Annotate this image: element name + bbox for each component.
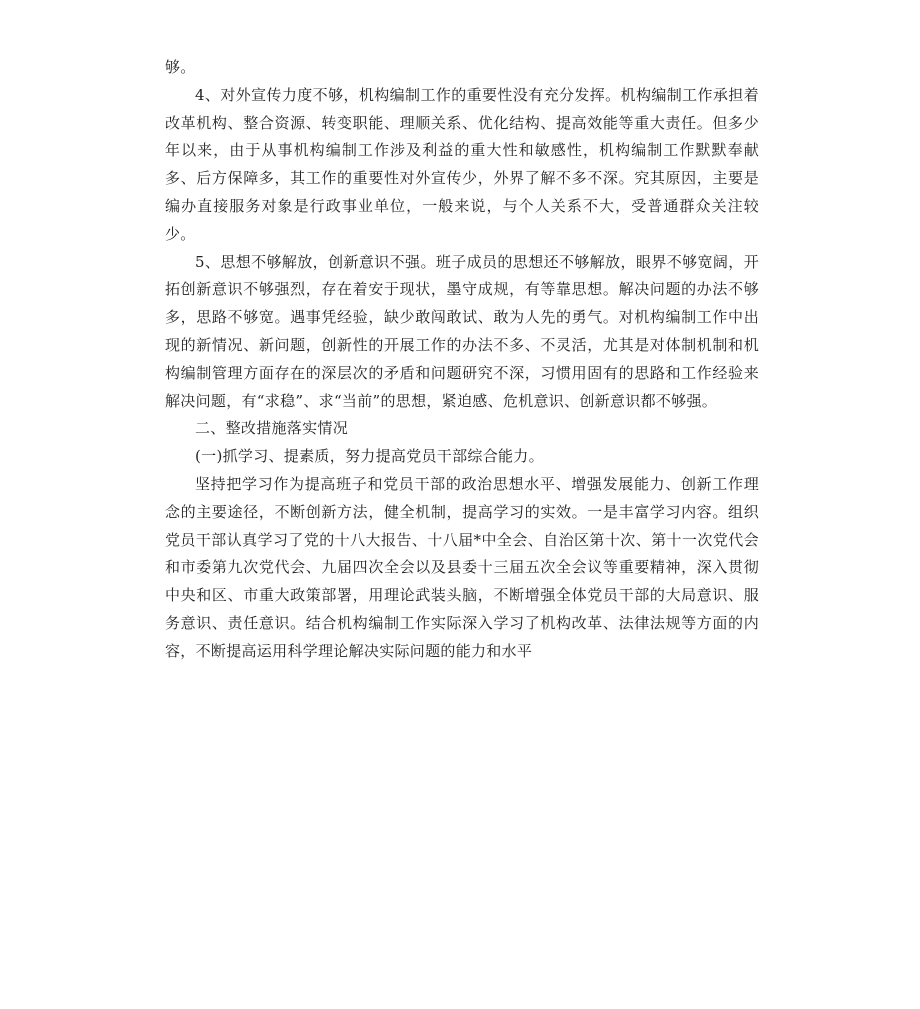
subsection-heading: (一)抓学习、提素质，努力提高党员干部综合能力。 — [195, 447, 544, 466]
document-body — [165, 54, 759, 666]
paragraph-continuation: 够。 — [165, 58, 196, 76]
paragraph-study: 坚持把学习作为提高班子和党员干部的政治思想水平、增强发展能力、创新工作理念的主要途径，不断创新方法，健全机制，提高学习的实效。一是丰富学习内容。组织党员干部认真学习了党的十八大报告、十八届*中全会、自治区第十次、第十一次党代会和市委第九次党代会、九届四次全会以及县委十三届五次全会议等重要精神，深入贯彻中央和区、市重大政策部署，用理论武装头脑，不断增强全体党员干部的大局意识、服务意识、责任意识。结合机构编制工作实际深入学习了机构改革、法律法规等方面的内容，不断提高运用科学理论解决实际问题的能力和水平 — [165, 474, 759, 660]
section-heading: 二、整改措施落实情况 — [195, 419, 349, 438]
paragraph-item-4: 4、对外宣传力度不够，机构编制工作的重要性没有充分发挥。机构编制工作承担着改革机构、整合资源、转变职能、理顺关系、优化结构、提高效能等重大责任。但多少年以来，由于从事机构编制工作涉及利益的重大性和敏感性，机构编制工作默默奉献多、后方保障多，其工作的重要性对外宣传少，外界了解不多不深。究其原因，主要是编办直接服务对象是行政事业单位，一般来说，与个人关系不大，受普通群众关注较少。 — [165, 85, 759, 243]
paragraph-item-5: 5、思想不够解放，创新意识不强。班子成员的思想还不够解放，眼界不够宽阔，开拓创新意识不够强烈，存在着安于现状，墨守成规，有等靠思想。解决问题的办法不够多，思路不够宽。遇事凭经验，缺少敢闯敢试、敢为人先的勇气。对机构编制工作中出现的新情况、新问题，创新性的开展工作的办法不多、不灵活，尤其是对体制机制和机构编制管理方面存在的深层次的矛盾和问题研究不深，习惯用固有的思路和工作经验来解决问题，有“求稳”、求“当前”的思想，紧迫感、危机意识、创新意识都不够强。 — [165, 252, 759, 410]
